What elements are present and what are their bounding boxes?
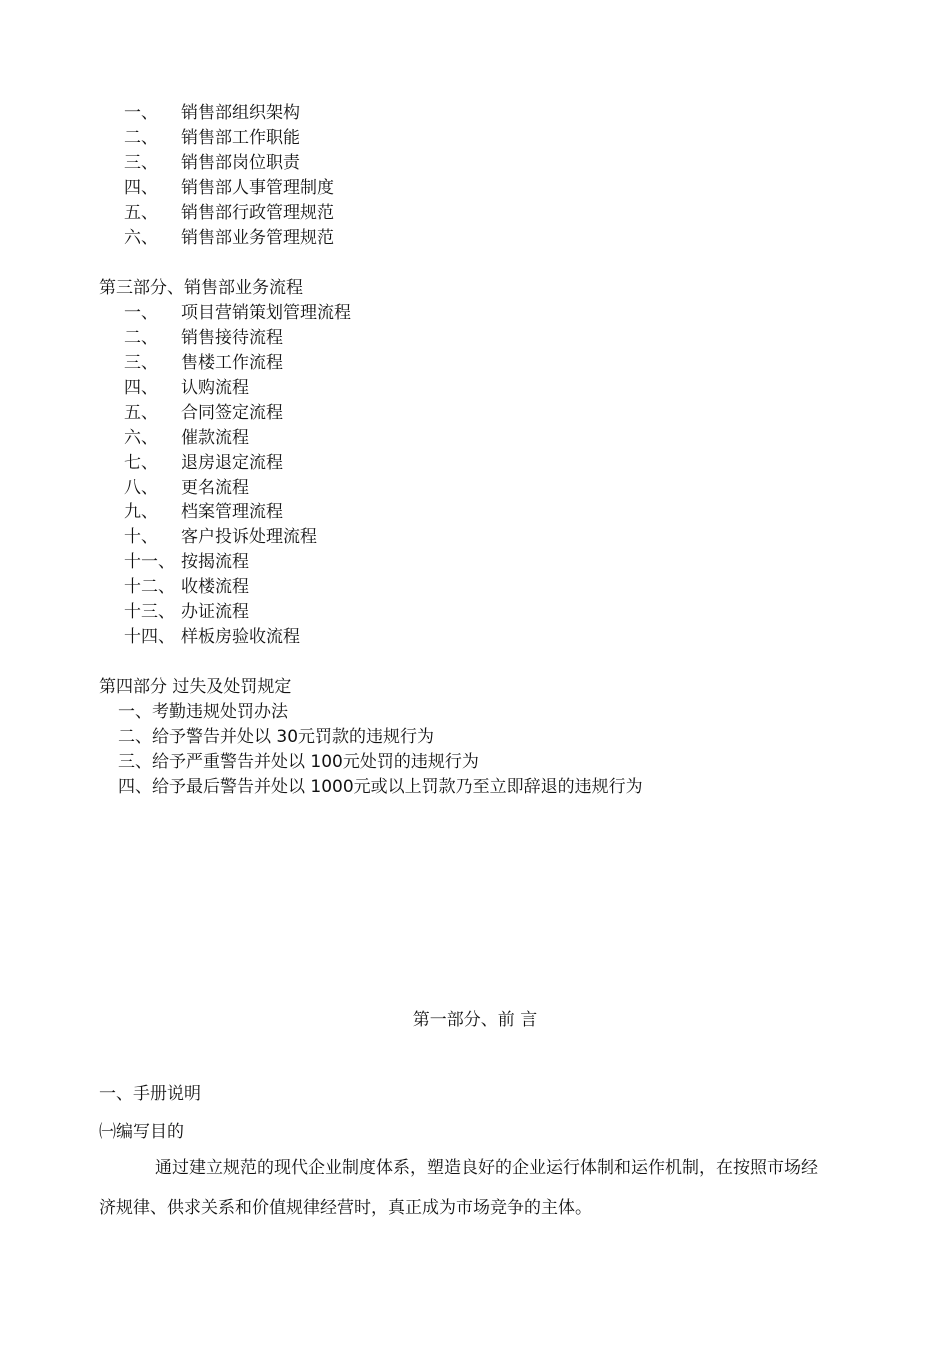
item-number: 三、 [124, 353, 158, 373]
item-number: 六、 [124, 228, 158, 248]
part1-title: 第一部分、前 言 [412, 1010, 538, 1030]
item-text: 销售部工作职能 [181, 128, 300, 148]
part1-sub-subtitle: ㈠编写目的 [99, 1122, 184, 1142]
item-text: 档案管理流程 [181, 502, 283, 522]
item-text: 销售部业务管理规范 [181, 228, 334, 248]
part1-subtitle: 一、手册说明 [99, 1084, 201, 1104]
item-number: 八、 [124, 478, 158, 498]
item-number: 五、 [124, 203, 158, 223]
section3-title: 第三部分、销售部业务流程 [99, 278, 303, 298]
item-text: 销售部行政管理规范 [181, 203, 334, 223]
item-number: 十二、 [124, 577, 175, 597]
item-number: 十一、 [124, 552, 175, 572]
item-text: 售楼工作流程 [181, 353, 283, 373]
item-number: 四、 [124, 378, 158, 398]
item-text: 更名流程 [181, 478, 249, 498]
item-number: 四、 [124, 178, 158, 198]
item-number: 一、 [124, 303, 158, 323]
item-text: 销售部岗位职责 [181, 153, 300, 173]
item-number: 五、 [124, 403, 158, 423]
item-text: 办证流程 [181, 602, 249, 622]
item-text: 认购流程 [181, 378, 249, 398]
item-number: 十四、 [124, 627, 175, 647]
item-number: 三、 [124, 153, 158, 173]
item-text: 合同签定流程 [181, 403, 283, 423]
list-item: 三、给予严重警告并处以 100元处罚的违规行为 [118, 752, 479, 772]
item-text: 收楼流程 [181, 577, 249, 597]
item-text: 销售部人事管理制度 [181, 178, 334, 198]
item-text: 退房退定流程 [181, 453, 283, 473]
section4-title: 第四部分 过失及处罚规定 [99, 677, 292, 697]
item-number: 十、 [124, 527, 158, 547]
item-number: 七、 [124, 453, 158, 473]
list-item: 四、给予最后警告并处以 1000元或以上罚款乃至立即辞退的违规行为 [118, 777, 643, 797]
item-number: 二、 [124, 128, 158, 148]
item-number: 一、 [124, 103, 158, 123]
item-text: 按揭流程 [181, 552, 249, 572]
item-number: 二、 [124, 328, 158, 348]
item-number: 六、 [124, 428, 158, 448]
part1-paragraph: 通过建立规范的现代企业制度体系，塑造良好的企业运行体制和运作机制，在按照市场经济规律、供求关系和价值规律经营时，真正成为市场竞争的主体。 [99, 1158, 818, 1218]
list-item: 二、给予警告并处以 30元罚款的违规行为 [118, 727, 435, 747]
item-number: 九、 [124, 502, 158, 522]
list-item: 一、考勤违规处罚办法 [118, 702, 288, 722]
item-text: 催款流程 [181, 428, 249, 448]
item-text: 销售接待流程 [181, 328, 283, 348]
item-text: 客户投诉处理流程 [181, 527, 317, 547]
item-text: 样板房验收流程 [181, 627, 300, 647]
item-text: 销售部组织架构 [181, 103, 300, 123]
item-text: 项目营销策划管理流程 [181, 303, 351, 323]
item-number: 十三、 [124, 602, 175, 622]
